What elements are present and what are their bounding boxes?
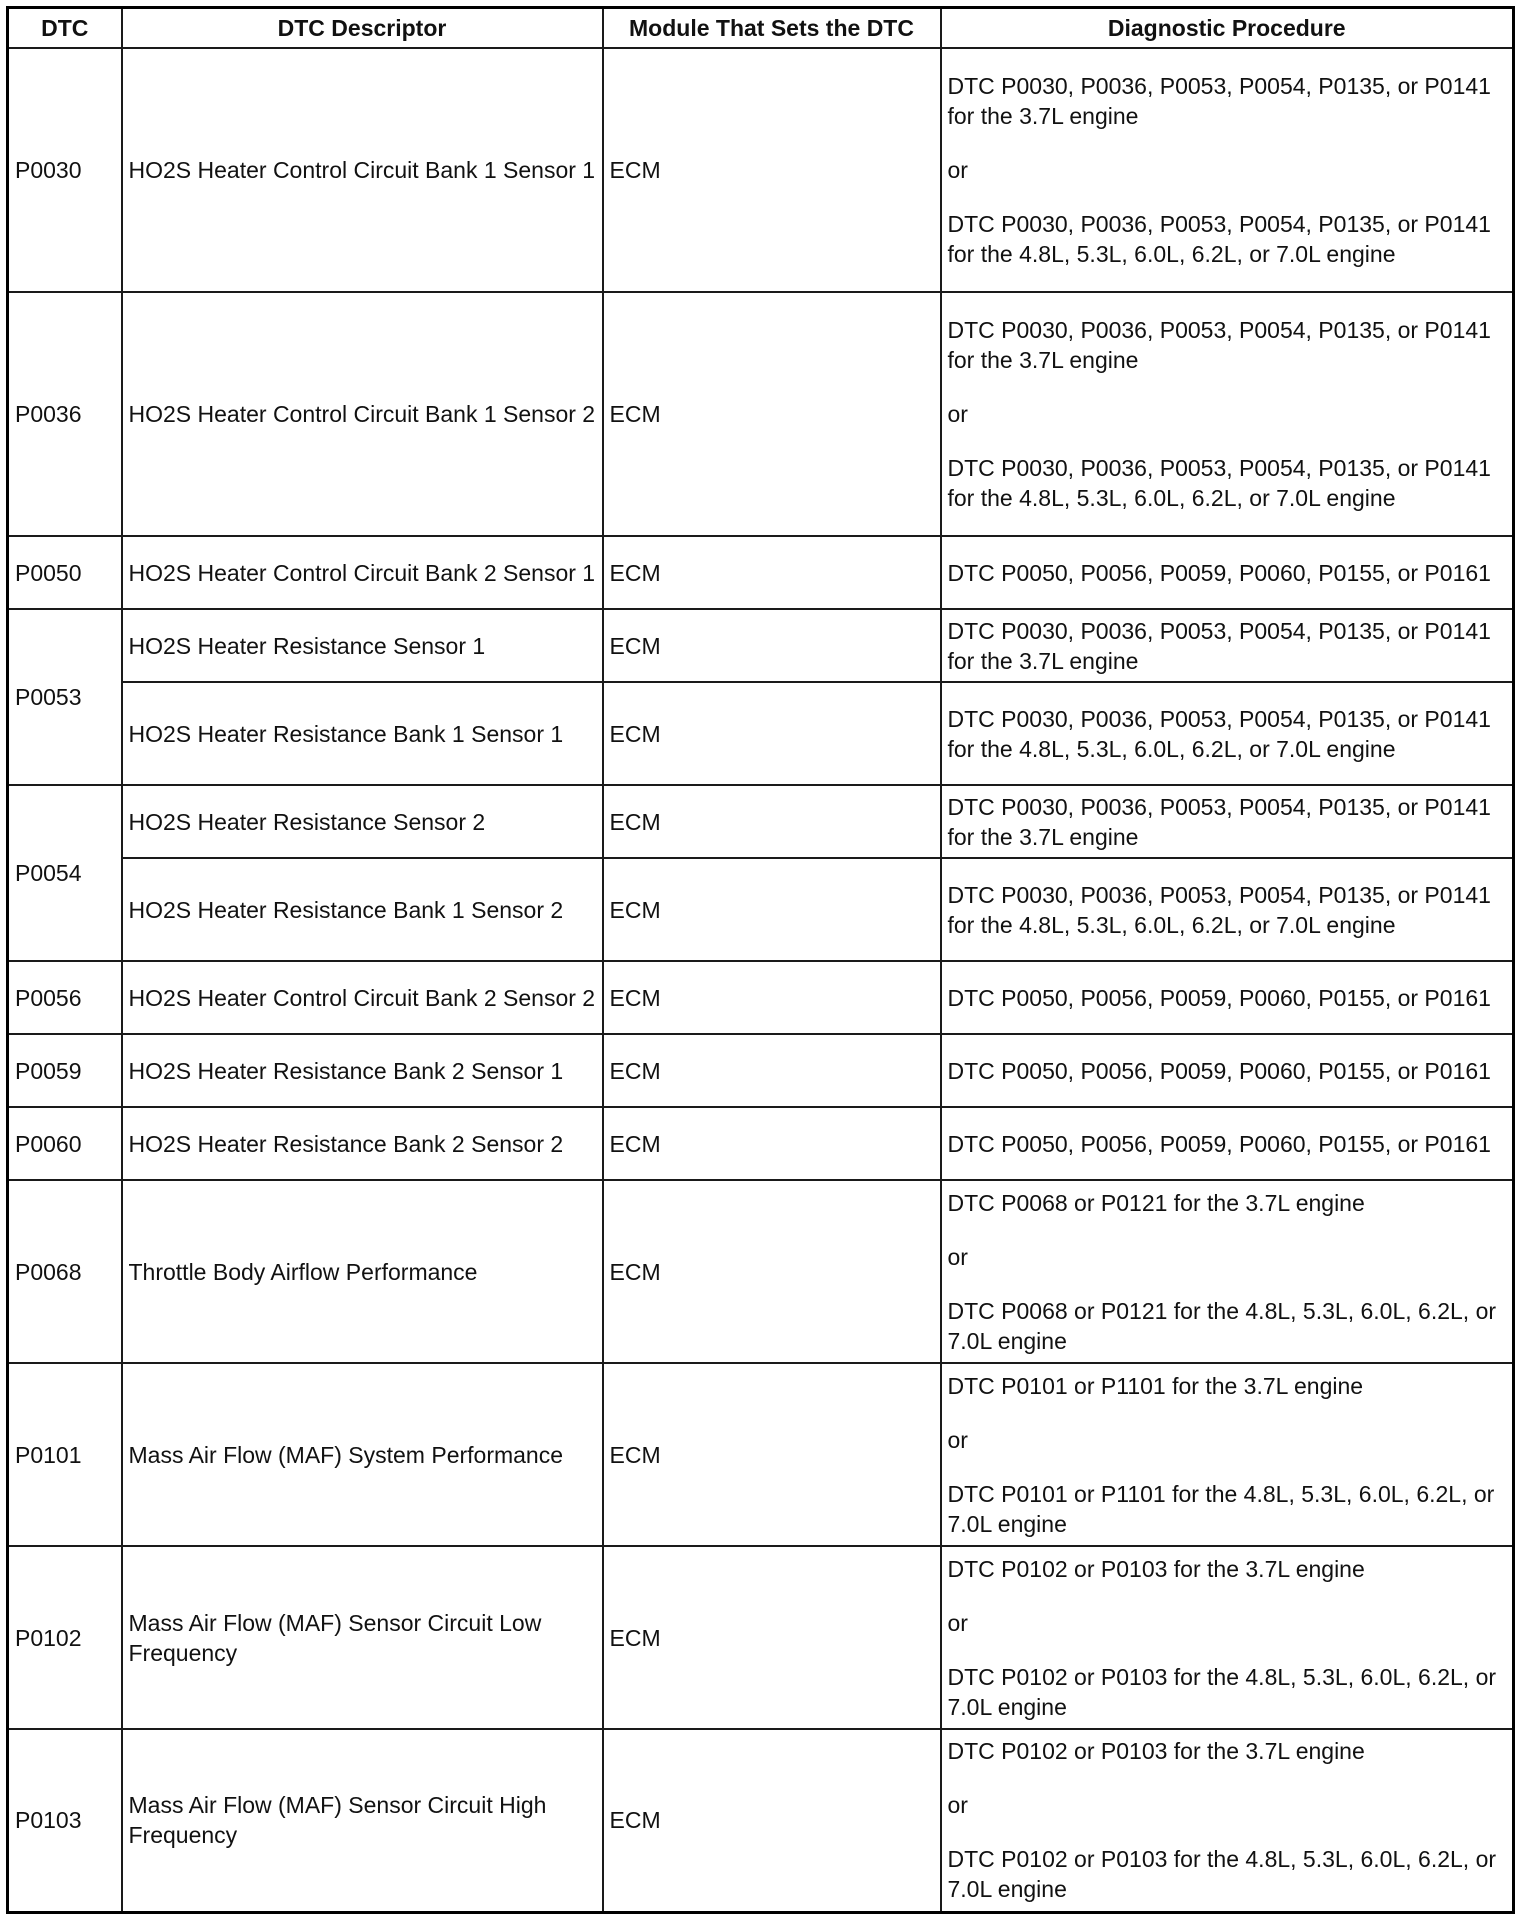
dtc-descriptor: HO2S Heater Control Circuit Bank 1 Sensor 1 bbox=[122, 48, 603, 292]
procedure-link[interactable]: DTC P0102 or P0103 for the 4.8L, 5.3L, 6.0L, 6.2L, or 7.0L engine bbox=[947, 1663, 1497, 1720]
dtc-code: P0060 bbox=[8, 1107, 122, 1180]
procedure-link[interactable]: DTC P0102 or P0103 for the 3.7L engine bbox=[947, 1555, 1365, 1582]
dtc-descriptor: HO2S Heater Resistance Bank 1 Sensor 1 bbox=[122, 682, 603, 785]
dtc-table bbox=[6, 6, 1515, 1914]
procedure-link[interactable]: DTC P0101 or P1101 for the 3.7L engine bbox=[947, 1372, 1364, 1399]
table-row bbox=[8, 1107, 1514, 1180]
table-row bbox=[8, 1180, 1514, 1363]
procedure-or: or bbox=[947, 1426, 968, 1453]
dtc-code: P0101 bbox=[8, 1363, 122, 1546]
dtc-descriptor: HO2S Heater Resistance Bank 1 Sensor 2 bbox=[122, 858, 603, 961]
table-row bbox=[8, 858, 1514, 961]
dtc-descriptor: Mass Air Flow (MAF) Sensor Circuit Low Frequency bbox=[122, 1546, 603, 1729]
diagnostic-procedure bbox=[941, 536, 1514, 609]
dtc-code: P0059 bbox=[8, 1034, 122, 1107]
procedure-link[interactable]: DTC P0102 or P0103 for the 3.7L engine bbox=[947, 1738, 1365, 1765]
procedure-link[interactable]: DTC P0030, P0036, P0053, P0054, P0135, or P0141 for the 4.8L, 5.3L, 6.0L, 6.2L, or 7.0L engine bbox=[947, 455, 1491, 511]
diagnostic-procedure bbox=[941, 48, 1514, 292]
procedure-link[interactable]: DTC P0068 or P0121 for the 3.7L engine bbox=[947, 1189, 1365, 1216]
dtc-code: P0053 bbox=[8, 609, 122, 785]
dtc-code: P0054 bbox=[8, 785, 122, 961]
procedure-link[interactable]: DTC P0102 or P0103 for the 4.8L, 5.3L, 6.0L, 6.2L, or 7.0L engine bbox=[947, 1846, 1497, 1903]
diagnostic-procedure bbox=[941, 785, 1514, 858]
diagnostic-procedure bbox=[941, 682, 1514, 785]
dtc-descriptor: HO2S Heater Resistance Sensor 1 bbox=[122, 609, 603, 682]
dtc-module: ECM bbox=[603, 785, 941, 858]
dtc-descriptor: HO2S Heater Resistance Sensor 2 bbox=[122, 785, 603, 858]
table-row bbox=[8, 1546, 1514, 1729]
procedure-or: or bbox=[947, 1609, 968, 1636]
dtc-module: ECM bbox=[603, 48, 941, 292]
dtc-code: P0068 bbox=[8, 1180, 122, 1363]
dtc-code: P0056 bbox=[8, 961, 122, 1034]
header-dtc: DTC bbox=[8, 8, 122, 49]
dtc-module: ECM bbox=[603, 1034, 941, 1107]
table-row bbox=[8, 48, 1514, 292]
dtc-descriptor: HO2S Heater Control Circuit Bank 2 Sensor 1 bbox=[122, 536, 603, 609]
dtc-code: P0103 bbox=[8, 1729, 122, 1912]
diagnostic-procedure bbox=[941, 961, 1514, 1034]
diagnostic-procedure bbox=[941, 292, 1514, 536]
dtc-module: ECM bbox=[603, 858, 941, 961]
dtc-code: P0102 bbox=[8, 1546, 122, 1729]
diagnostic-procedure bbox=[941, 1363, 1514, 1546]
dtc-module: ECM bbox=[603, 961, 941, 1034]
dtc-module: ECM bbox=[603, 292, 941, 536]
diagnostic-procedure bbox=[941, 1107, 1514, 1180]
dtc-descriptor: HO2S Heater Control Circuit Bank 2 Sensor 2 bbox=[122, 961, 603, 1034]
dtc-descriptor: HO2S Heater Resistance Bank 2 Sensor 1 bbox=[122, 1034, 603, 1107]
dtc-code: P0030 bbox=[8, 48, 122, 292]
diagnostic-procedure bbox=[941, 1546, 1514, 1729]
dtc-descriptor: HO2S Heater Control Circuit Bank 1 Sensor 2 bbox=[122, 292, 603, 536]
procedure-or: or bbox=[947, 1243, 968, 1270]
procedure-link[interactable]: DTC P0030, P0036, P0053, P0054, P0135, or P0141 for the 4.8L, 5.3L, 6.0L, 6.2L, or 7.0L engine bbox=[947, 211, 1491, 267]
procedure-or: or bbox=[947, 401, 968, 427]
procedure-link[interactable]: DTC P0050, P0056, P0059, P0060, P0155, or P0161 bbox=[947, 1130, 1491, 1157]
dtc-module: ECM bbox=[603, 1363, 941, 1546]
table-row bbox=[8, 961, 1514, 1034]
dtc-module: ECM bbox=[603, 609, 941, 682]
header-procedure: Diagnostic Procedure bbox=[941, 8, 1514, 49]
header-descriptor: DTC Descriptor bbox=[122, 8, 603, 49]
table-row bbox=[8, 1363, 1514, 1546]
table-row bbox=[8, 536, 1514, 609]
dtc-module: ECM bbox=[603, 1729, 941, 1912]
dtc-module: ECM bbox=[603, 1107, 941, 1180]
procedure-link[interactable]: DTC P0030, P0036, P0053, P0054, P0135, or P0141 for the 4.8L, 5.3L, 6.0L, 6.2L, or 7.0L engine bbox=[947, 881, 1491, 938]
table-row bbox=[8, 292, 1514, 536]
dtc-module: ECM bbox=[603, 536, 941, 609]
dtc-descriptor: Mass Air Flow (MAF) System Performance bbox=[122, 1363, 603, 1546]
diagnostic-procedure bbox=[941, 1729, 1514, 1912]
dtc-descriptor: Mass Air Flow (MAF) Sensor Circuit High Frequency bbox=[122, 1729, 603, 1912]
diagnostic-procedure bbox=[941, 858, 1514, 961]
procedure-link[interactable]: DTC P0050, P0056, P0059, P0060, P0155, or P0161 bbox=[947, 559, 1491, 586]
procedure-link[interactable]: DTC P0101 or P1101 for the 4.8L, 5.3L, 6.0L, 6.2L, or 7.0L engine bbox=[947, 1480, 1495, 1537]
dtc-code: P0050 bbox=[8, 536, 122, 609]
procedure-or: or bbox=[947, 157, 968, 183]
header-module: Module That Sets the DTC bbox=[603, 8, 941, 49]
procedure-link[interactable]: DTC P0030, P0036, P0053, P0054, P0135, or P0141 for the 3.7L engine bbox=[947, 793, 1491, 850]
procedure-link[interactable]: DTC P0030, P0036, P0053, P0054, P0135, or P0141 for the 3.7L engine bbox=[947, 73, 1491, 129]
header-row bbox=[8, 8, 1514, 49]
diagnostic-procedure bbox=[941, 1034, 1514, 1107]
table-row bbox=[8, 609, 1514, 682]
procedure-link[interactable]: DTC P0068 or P0121 for the 4.8L, 5.3L, 6.0L, 6.2L, or 7.0L engine bbox=[947, 1297, 1497, 1354]
table-row bbox=[8, 785, 1514, 858]
procedure-link[interactable]: DTC P0030, P0036, P0053, P0054, P0135, or P0141 for the 4.8L, 5.3L, 6.0L, 6.2L, or 7.0L engine bbox=[947, 705, 1491, 762]
diagnostic-procedure bbox=[941, 1180, 1514, 1363]
dtc-module: ECM bbox=[603, 1180, 941, 1363]
dtc-module: ECM bbox=[603, 682, 941, 785]
procedure-link[interactable]: DTC P0050, P0056, P0059, P0060, P0155, or P0161 bbox=[947, 1057, 1491, 1084]
diagnostic-procedure bbox=[941, 609, 1514, 682]
table-row bbox=[8, 682, 1514, 785]
procedure-link[interactable]: DTC P0030, P0036, P0053, P0054, P0135, or P0141 for the 3.7L engine bbox=[947, 317, 1491, 373]
procedure-link[interactable]: DTC P0030, P0036, P0053, P0054, P0135, or P0141 for the 3.7L engine bbox=[947, 617, 1491, 674]
dtc-module: ECM bbox=[603, 1546, 941, 1729]
dtc-table-container bbox=[6, 6, 1512, 1902]
table-row bbox=[8, 1729, 1514, 1912]
procedure-or: or bbox=[947, 1792, 968, 1819]
dtc-descriptor: HO2S Heater Resistance Bank 2 Sensor 2 bbox=[122, 1107, 603, 1180]
procedure-link[interactable]: DTC P0050, P0056, P0059, P0060, P0155, or P0161 bbox=[947, 984, 1491, 1011]
dtc-code: P0036 bbox=[8, 292, 122, 536]
table-row bbox=[8, 1034, 1514, 1107]
dtc-descriptor: Throttle Body Airflow Performance bbox=[122, 1180, 603, 1363]
